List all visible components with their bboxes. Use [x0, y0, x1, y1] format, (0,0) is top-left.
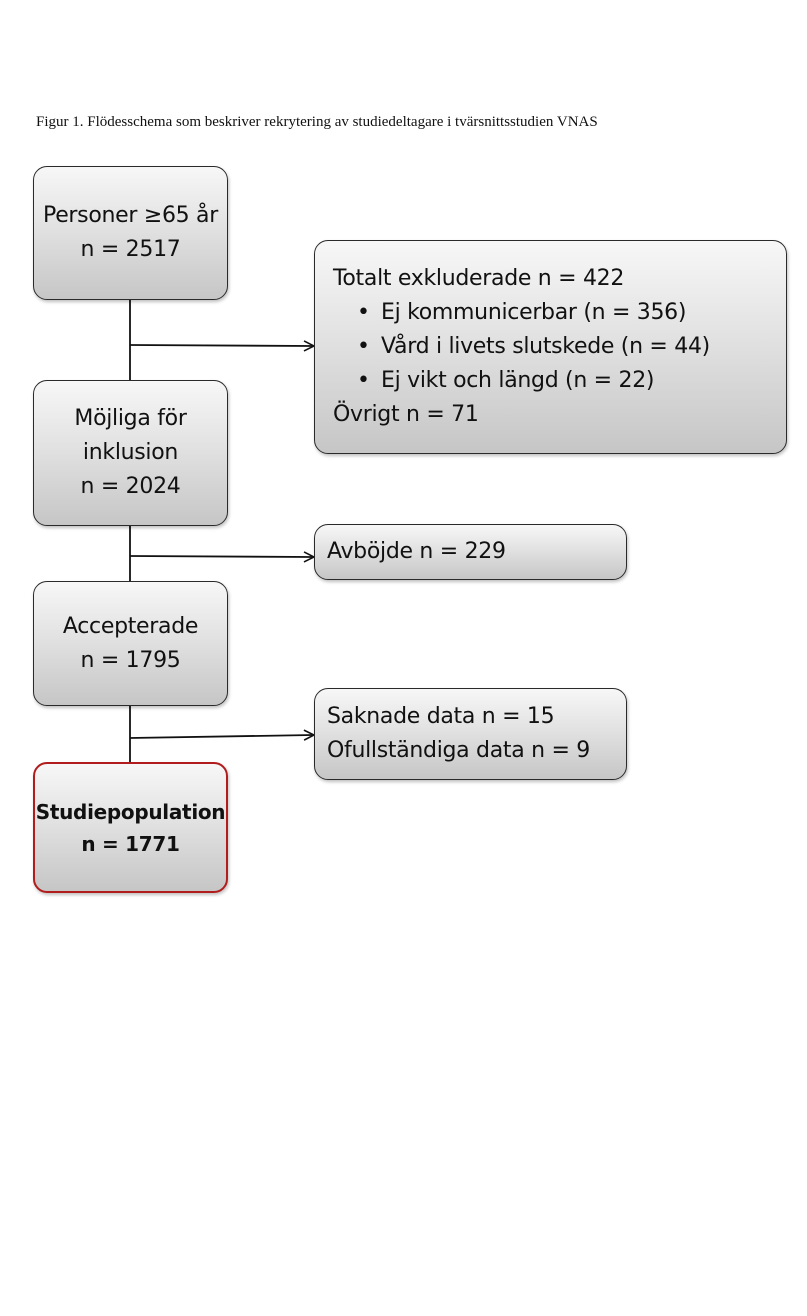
- step-persons-count: n = 2517: [80, 237, 181, 262]
- missing-data-box: [314, 688, 627, 780]
- figure-caption: Figur 1. Flödesschema som beskriver rekrytering av studiedeltagare i tvärsnittsstudien VNAS: [36, 114, 598, 130]
- step-eligible: [33, 380, 228, 526]
- step-study-population-count: n = 1771: [81, 831, 180, 856]
- exclusions-list: [333, 296, 786, 398]
- declined-label: Avböjde n = 229: [327, 539, 506, 564]
- arrow-to-exclusions: [130, 345, 313, 346]
- step-study-population: [33, 762, 228, 893]
- exclusion-item: • Vård i livets slutskede (n = 44): [333, 330, 786, 364]
- incomplete-data-line: Ofullständiga data n = 9: [327, 738, 590, 763]
- exclusion-item: • Ej vikt och längd (n = 22): [333, 364, 786, 398]
- exclusions-box: [314, 240, 787, 454]
- arrow-to-missing: [130, 735, 313, 738]
- declined-box: [314, 524, 627, 580]
- step-study-population-label: Studiepopulation: [35, 799, 226, 824]
- step-accepted-count: n = 1795: [80, 647, 181, 673]
- exclusions-other: Övrigt n = 71: [333, 402, 479, 427]
- missing-data-line: Saknade data n = 15: [327, 704, 555, 729]
- step-eligible-label-line1: Möjliga för: [74, 406, 187, 431]
- step-accepted: [33, 581, 228, 706]
- step-eligible-label-line2: inklusion: [82, 440, 179, 465]
- step-accepted-label: Accepterade: [62, 613, 199, 639]
- step-persons-label: Personer ≥65 år: [43, 203, 218, 228]
- arrow-to-declined: [130, 556, 313, 557]
- exclusions-total: Totalt exkluderade n = 422: [333, 266, 625, 291]
- step-eligible-count: n = 2024: [80, 474, 181, 499]
- exclusion-item: • Ej kommunicerbar (n = 356): [333, 296, 786, 330]
- step-persons-65: [33, 166, 228, 300]
